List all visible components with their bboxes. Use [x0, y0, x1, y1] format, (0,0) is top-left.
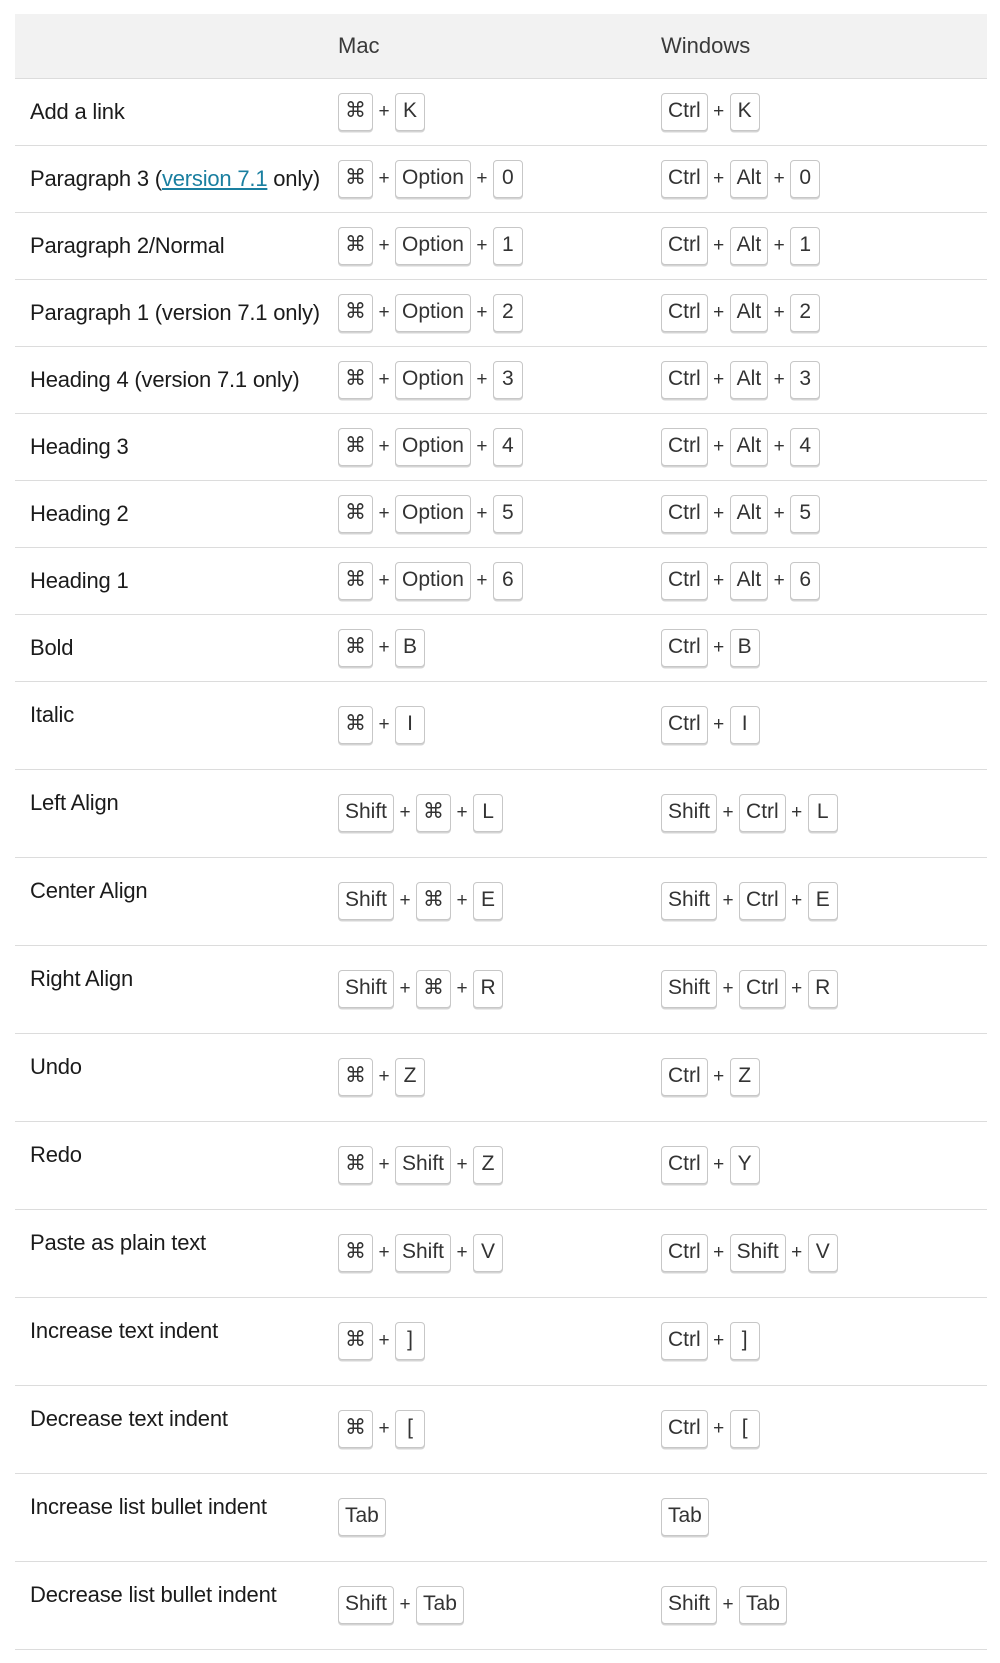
- plus-separator: +: [378, 1066, 390, 1087]
- plus-separator: +: [713, 1330, 725, 1351]
- plus-separator: +: [713, 234, 725, 256]
- plus-separator: +: [713, 502, 725, 524]
- key-cap: 4: [493, 428, 523, 466]
- windows-shortcut: [661, 78, 987, 145]
- key-cap: Ctrl: [661, 495, 708, 533]
- table-row: [15, 78, 987, 145]
- key-cap: I: [395, 706, 425, 744]
- plus-separator: +: [722, 890, 734, 911]
- table-row: [15, 857, 987, 945]
- action-text: Paragraph 3 (: [30, 165, 162, 191]
- mac-shortcut: [338, 145, 661, 212]
- key-cap: K: [395, 93, 425, 131]
- key-cap: Tab: [661, 1498, 709, 1536]
- plus-separator: +: [399, 1594, 411, 1615]
- shortcut-action: Heading 2: [30, 500, 129, 526]
- plus-separator: +: [791, 1242, 803, 1263]
- mac-shortcut: [338, 1209, 661, 1297]
- table-row: [15, 480, 987, 547]
- shortcut-action: Right Align: [30, 965, 133, 991]
- command-key-icon: ⌘: [338, 428, 373, 466]
- plus-separator: +: [476, 167, 488, 189]
- plus-separator: +: [378, 1154, 390, 1175]
- key-cap: E: [473, 882, 503, 920]
- windows-shortcut: [661, 769, 987, 857]
- key-cap: B: [730, 629, 760, 667]
- plus-separator: +: [378, 301, 390, 323]
- key-cap: Shift: [730, 1234, 786, 1272]
- plus-separator: +: [378, 167, 390, 189]
- key-cap: Ctrl: [739, 970, 786, 1008]
- plus-separator: +: [399, 978, 411, 999]
- key-cap: L: [808, 794, 838, 832]
- plus-separator: +: [773, 234, 785, 256]
- plus-separator: +: [456, 802, 468, 823]
- key-cap: 4: [790, 428, 820, 466]
- windows-shortcut: [661, 857, 987, 945]
- key-cap: Shift: [395, 1146, 451, 1184]
- table-row: [15, 945, 987, 1033]
- key-cap: R: [473, 970, 503, 1008]
- shortcut-action: Decrease text indent: [30, 1405, 228, 1431]
- key-cap: Option: [395, 495, 471, 533]
- mac-shortcut: [338, 1561, 661, 1649]
- plus-separator: +: [378, 569, 390, 591]
- plus-separator: +: [713, 100, 725, 122]
- table-row: [15, 614, 987, 681]
- plus-separator: +: [476, 234, 488, 256]
- plus-separator: +: [713, 1066, 725, 1087]
- plus-separator: +: [773, 167, 785, 189]
- key-cap: [: [395, 1410, 425, 1448]
- plus-separator: +: [713, 714, 725, 735]
- key-cap: [: [730, 1410, 760, 1448]
- key-cap: Ctrl: [661, 1410, 708, 1448]
- key-cap: I: [730, 706, 760, 744]
- key-cap: 3: [493, 361, 523, 399]
- mac-shortcut: [338, 1473, 661, 1561]
- plus-separator: +: [378, 1330, 390, 1351]
- plus-separator: +: [378, 502, 390, 524]
- version-link[interactable]: version 7.1: [161, 165, 268, 191]
- key-cap: 2: [493, 294, 523, 332]
- plus-separator: +: [456, 978, 468, 999]
- windows-shortcut: [661, 212, 987, 279]
- key-cap: Shift: [661, 1586, 717, 1624]
- key-cap: Option: [395, 294, 471, 332]
- shortcut-action: Bold: [30, 634, 74, 660]
- plus-separator: +: [476, 502, 488, 524]
- header-windows: Windows: [661, 14, 987, 78]
- mac-shortcut: [338, 547, 661, 614]
- key-cap: Z: [395, 1058, 425, 1096]
- plus-separator: +: [713, 1242, 725, 1263]
- key-cap: Shift: [661, 794, 717, 832]
- command-key-icon: ⌘: [338, 160, 373, 198]
- key-cap: E: [808, 882, 838, 920]
- shortcut-action: Redo: [30, 1141, 82, 1167]
- key-cap: ]: [395, 1322, 425, 1360]
- plus-separator: +: [791, 890, 803, 911]
- key-cap: Ctrl: [661, 227, 708, 265]
- shortcut-action: Paragraph 1 (version 7.1 only): [30, 299, 320, 325]
- key-cap: 2: [790, 294, 820, 332]
- plus-separator: +: [378, 636, 390, 658]
- plus-separator: +: [722, 802, 734, 823]
- command-key-icon: ⌘: [416, 794, 451, 832]
- shortcut-action: Italic: [30, 701, 75, 727]
- plus-separator: +: [476, 435, 488, 457]
- command-key-icon: ⌘: [416, 882, 451, 920]
- key-cap: Shift: [338, 794, 394, 832]
- key-cap: Alt: [730, 227, 769, 265]
- key-cap: Ctrl: [661, 93, 708, 131]
- key-cap: Ctrl: [661, 428, 708, 466]
- key-cap: Tab: [416, 1586, 464, 1624]
- key-cap: Shift: [338, 1586, 394, 1624]
- plus-separator: +: [378, 368, 390, 390]
- key-cap: Shift: [338, 970, 394, 1008]
- command-key-icon: ⌘: [338, 1146, 373, 1184]
- key-cap: Z: [473, 1146, 503, 1184]
- table-row: [15, 1033, 987, 1121]
- key-cap: Alt: [730, 361, 769, 399]
- shortcut-action: Paste as plain text: [30, 1229, 206, 1255]
- shortcut-action: Heading 3: [30, 433, 129, 459]
- key-cap: Ctrl: [661, 562, 708, 600]
- command-key-icon: ⌘: [338, 1322, 373, 1360]
- key-cap: 6: [493, 562, 523, 600]
- plus-separator: +: [713, 368, 725, 390]
- key-cap: Tab: [338, 1498, 386, 1536]
- plus-separator: +: [713, 1418, 725, 1439]
- windows-shortcut: [661, 1121, 987, 1209]
- header-action: [15, 14, 338, 78]
- shortcut-action: Increase list bullet indent: [30, 1493, 267, 1519]
- table-row: [15, 1473, 987, 1561]
- plus-separator: +: [456, 1242, 468, 1263]
- command-key-icon: ⌘: [338, 1234, 373, 1272]
- plus-separator: +: [476, 301, 488, 323]
- plus-separator: +: [456, 1154, 468, 1175]
- plus-separator: +: [476, 368, 488, 390]
- key-cap: K: [730, 93, 760, 131]
- windows-shortcut: [661, 1385, 987, 1473]
- action-text: only): [267, 165, 320, 191]
- plus-separator: +: [378, 714, 390, 735]
- key-cap: Ctrl: [739, 794, 786, 832]
- shortcut-action: Heading 4 (version 7.1 only): [30, 366, 300, 392]
- command-key-icon: ⌘: [338, 227, 373, 265]
- key-cap: V: [473, 1234, 503, 1272]
- key-cap: Y: [730, 1146, 760, 1184]
- mac-shortcut: [338, 346, 661, 413]
- table-row: [15, 1121, 987, 1209]
- key-cap: 5: [790, 495, 820, 533]
- key-cap: Option: [395, 562, 471, 600]
- table-row: [15, 145, 987, 212]
- windows-shortcut: [661, 346, 987, 413]
- shortcut-action: Undo: [30, 1053, 82, 1079]
- key-cap: Shift: [338, 882, 394, 920]
- key-cap: Ctrl: [661, 160, 708, 198]
- plus-separator: +: [713, 301, 725, 323]
- plus-separator: +: [399, 802, 411, 823]
- table-row: [15, 212, 987, 279]
- plus-separator: +: [722, 978, 734, 999]
- command-key-icon: ⌘: [338, 495, 373, 533]
- mac-shortcut: [338, 1297, 661, 1385]
- windows-shortcut: [661, 145, 987, 212]
- mac-shortcut: [338, 1033, 661, 1121]
- key-cap: Option: [395, 361, 471, 399]
- key-cap: Option: [395, 428, 471, 466]
- windows-shortcut: [661, 1297, 987, 1385]
- windows-shortcut: [661, 1561, 987, 1649]
- key-cap: Option: [395, 227, 471, 265]
- keyboard-shortcuts-table: [15, 14, 987, 1650]
- key-cap: B: [395, 629, 425, 667]
- key-cap: 1: [493, 227, 523, 265]
- plus-separator: +: [378, 234, 390, 256]
- plus-separator: +: [378, 1418, 390, 1439]
- command-key-icon: ⌘: [338, 629, 373, 667]
- command-key-icon: ⌘: [338, 1058, 373, 1096]
- key-cap: V: [808, 1234, 838, 1272]
- plus-separator: +: [713, 167, 725, 189]
- plus-separator: +: [456, 890, 468, 911]
- mac-shortcut: [338, 1385, 661, 1473]
- key-cap: Option: [395, 160, 471, 198]
- key-cap: 1: [790, 227, 820, 265]
- key-cap: Alt: [730, 294, 769, 332]
- table-row: [15, 1297, 987, 1385]
- table-header-row: [15, 14, 987, 78]
- key-cap: 0: [790, 160, 820, 198]
- windows-shortcut: [661, 413, 987, 480]
- command-key-icon: ⌘: [416, 970, 451, 1008]
- key-cap: L: [473, 794, 503, 832]
- key-cap: ]: [730, 1322, 760, 1360]
- windows-shortcut: [661, 1033, 987, 1121]
- header-mac: Mac: [338, 14, 661, 78]
- windows-shortcut: [661, 945, 987, 1033]
- key-cap: Alt: [730, 495, 769, 533]
- table-row: [15, 413, 987, 480]
- mac-shortcut: [338, 78, 661, 145]
- mac-shortcut: [338, 681, 661, 769]
- shortcut-action: Center Align: [30, 877, 148, 903]
- command-key-icon: ⌘: [338, 562, 373, 600]
- command-key-icon: ⌘: [338, 361, 373, 399]
- key-cap: Alt: [730, 562, 769, 600]
- shortcut-action: [15, 145, 338, 212]
- key-cap: Shift: [661, 882, 717, 920]
- windows-shortcut: [661, 480, 987, 547]
- plus-separator: +: [773, 301, 785, 323]
- plus-separator: +: [722, 1594, 734, 1615]
- key-cap: Ctrl: [661, 294, 708, 332]
- table-row: [15, 1209, 987, 1297]
- key-cap: 3: [790, 361, 820, 399]
- mac-shortcut: [338, 857, 661, 945]
- plus-separator: +: [713, 1154, 725, 1175]
- key-cap: Ctrl: [661, 1322, 708, 1360]
- mac-shortcut: [338, 614, 661, 681]
- command-key-icon: ⌘: [338, 294, 373, 332]
- key-cap: Ctrl: [661, 1146, 708, 1184]
- windows-shortcut: [661, 681, 987, 769]
- command-key-icon: ⌘: [338, 93, 373, 131]
- mac-shortcut: [338, 1121, 661, 1209]
- shortcut-action: Increase text indent: [30, 1317, 219, 1343]
- command-key-icon: ⌘: [338, 1410, 373, 1448]
- mac-shortcut: [338, 413, 661, 480]
- plus-separator: +: [791, 802, 803, 823]
- mac-shortcut: [338, 769, 661, 857]
- key-cap: Ctrl: [661, 629, 708, 667]
- windows-shortcut: [661, 547, 987, 614]
- windows-shortcut: [661, 1473, 987, 1561]
- shortcut-action: Paragraph 2/Normal: [30, 232, 225, 258]
- key-cap: Alt: [730, 160, 769, 198]
- plus-separator: +: [378, 100, 390, 122]
- shortcut-action: Decrease list bullet indent: [30, 1581, 277, 1607]
- table-row: [15, 1561, 987, 1649]
- shortcut-action: Add a link: [30, 98, 125, 124]
- table-row: [15, 547, 987, 614]
- key-cap: Tab: [739, 1586, 787, 1624]
- mac-shortcut: [338, 945, 661, 1033]
- table-row: [15, 681, 987, 769]
- table-row: [15, 769, 987, 857]
- plus-separator: +: [773, 502, 785, 524]
- mac-shortcut: [338, 279, 661, 346]
- key-cap: Ctrl: [661, 361, 708, 399]
- plus-separator: +: [773, 368, 785, 390]
- shortcut-action: Heading 1: [30, 567, 129, 593]
- key-cap: Alt: [730, 428, 769, 466]
- key-cap: R: [808, 970, 838, 1008]
- key-cap: 5: [493, 495, 523, 533]
- key-cap: Z: [730, 1058, 760, 1096]
- plus-separator: +: [713, 636, 725, 658]
- plus-separator: +: [773, 569, 785, 591]
- windows-shortcut: [661, 1209, 987, 1297]
- command-key-icon: ⌘: [338, 706, 373, 744]
- key-cap: 0: [493, 160, 523, 198]
- mac-shortcut: [338, 480, 661, 547]
- plus-separator: +: [378, 1242, 390, 1263]
- table-row: [15, 346, 987, 413]
- shortcut-action: Left Align: [30, 789, 119, 815]
- key-cap: 6: [790, 562, 820, 600]
- key-cap: Ctrl: [661, 1058, 708, 1096]
- plus-separator: +: [476, 569, 488, 591]
- key-cap: Ctrl: [739, 882, 786, 920]
- plus-separator: +: [713, 435, 725, 457]
- key-cap: Shift: [395, 1234, 451, 1272]
- table-row: [15, 1385, 987, 1473]
- plus-separator: +: [378, 435, 390, 457]
- plus-separator: +: [399, 890, 411, 911]
- table-row: [15, 279, 987, 346]
- windows-shortcut: [661, 279, 987, 346]
- plus-separator: +: [713, 569, 725, 591]
- plus-separator: +: [773, 435, 785, 457]
- shortcuts-table-container: [15, 14, 987, 1650]
- windows-shortcut: [661, 614, 987, 681]
- key-cap: Shift: [661, 970, 717, 1008]
- plus-separator: +: [791, 978, 803, 999]
- key-cap: Ctrl: [661, 1234, 708, 1272]
- mac-shortcut: [338, 212, 661, 279]
- key-cap: Ctrl: [661, 706, 708, 744]
